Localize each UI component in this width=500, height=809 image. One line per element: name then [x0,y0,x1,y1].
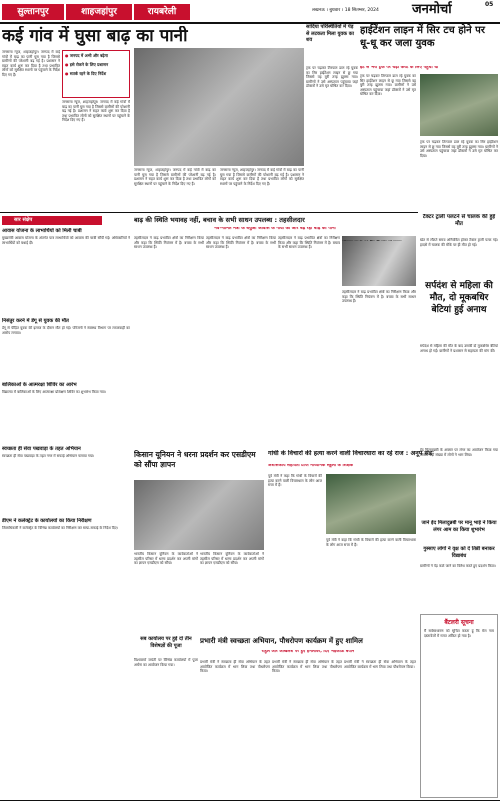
story4-col1: तहसीलदार ने बाढ़ प्रभावित क्षेत्रों का निरीक्षण किया और कहा कि स्थिति नियंत्रण में है। बचाव के सभी साधन उपलब्ध हैं। [134,236,204,250]
story11-body: ईद मिलादुन्नबी के अवसर पर लंगर का आयोजन किया गया जिसमें बड़ी संख्या में लोगों ने भाग लिया। [420,448,498,457]
section-sar-sankshep: सार संक्षेप [2,216,102,225]
brief3-headline: बालिकाओं के आत्मरक्षा शिविर का आरंभ [2,382,77,388]
masthead [0,0,500,22]
story6-body: विश्वकर्मा जयंती पर विभिन्न कार्यालयों में पूजा अर्चना का आयोजन किया गया। [134,658,198,667]
story2-headline: हाईटेंशन लाइन में सिर टच होने पर धू-धू कर जला युवक [360,25,485,49]
story1-bullet: ● इसे रोकने के लिए प्रशासन [65,62,127,68]
story12-headline: गुस्साए लोगों ने वृक्ष को दे तिन्नी बनाकर विद्याबंध [423,546,495,559]
story3-body: खेत से लौटते समय अनियंत्रित होकर टैक्टर ट्राली पलट गई। हादसे में चालक की मौके पर ही मौत हो गई। [420,238,498,247]
story5-body-cont: भारतीय किसान यूनियन के कार्यकर्ताओं ने तहसील परिसर में धरना प्रदर्शन कर अपनी मांगों का ज्ञापन एसडीएम को सौंपा। [200,552,264,566]
bottom-rule [0,800,500,801]
story2-kicker: सादिया परिस्थितियों में पेड़ से लटकता मिला युवक का शव [306,24,354,43]
story3-headline: टैक्टर ट्राली पलटने से चालक की हुई मौत [422,214,496,227]
brief4-body: स्वच्छता ही सेवा पखवाड़ा के तहत नगर में सफाई अभियान चलाया गया। [2,454,95,458]
story7-subhead: राहुल और अखिलेश पर हुए हमलावर, दिए भड़काऊ बयान [261,650,355,654]
story1-body-cont: जनसत्ता न्यूज, शाहजहांपुर। जनपद में कई गांवों में बाढ़ का पानी घुस गया है जिससे ग्रामीणों की परेशानी बढ़ गई है। प्रशासन ने राहत कार्य शुरू कर दिया है तथा प्रभावित लोगों को सुरक्षित स्थानों पर पहुंचाने के निर्देश दिए गए हैं। [62,100,130,123]
story1-bullet: ● जनपद में अभी और बढ़ेगा [65,53,127,59]
protest-photo [134,480,264,550]
brand-logo: जनमोर्चा [412,2,452,17]
notice-ad-body: मैं सर्वसाधारण को सूचित करता हूं कि मेरा नाम दस्तावेजों में गलत अंकित हो गया है। [424,629,494,638]
story8-col1: पूर्व मंत्री ने कहा कि गांधी के विचारों की हत्या करने वाली विचारधारा के लोग आज सत्ता में हैं। [268,474,322,488]
story9-headline-main [342,240,416,241]
story2-col2: ट्रक पर चढ़कर तिरपाल डाल रहे युवक का सिर हाईटेंशन लाइन से छू गया जिससे वह बुरी तरह झुलस गया। ग्रामीणों ने उसे अस्पताल पहुंचाया जहां डॉक्टरों ने उसे मृत घोषित कर दिया। [360,74,416,97]
story7-headline: प्रभारी मंत्री स्वच्छता अभियान, पौधरोपण कार्यक्रम में हुए शामिल [200,637,363,645]
notice-ad-title: बैंटलरी सूचना [444,619,474,626]
story6-headline: सब कार्यालय पर हुई दो तीन विशेषज्ञों की पूजा [140,636,192,649]
story4-col2: तहसीलदार ने बाढ़ प्रभावित क्षेत्रों का निरीक्षण किया और कहा कि स्थिति नियंत्रण में है। बचाव के सभी साधन उपलब्ध हैं। [206,236,276,250]
story1-body: जनसत्ता न्यूज, शाहजहांपुर। जनपद में कई गांवों में बाढ़ का पानी घुस गया है जिससे ग्रामीणों की परेशानी बढ़ गई है। प्रशासन ने राहत कार्य शुरू कर दिया है तथा प्रभावित लोगों को सुरक्षित स्थानों पर पहुंचाने के निर्देश दिए गए हैं। [2,50,60,77]
story2-subhead: ईंट से भरी ट्रक पर चढ़ा करंट के लिए पहुंचा था [360,66,439,70]
story5-headline: किसान यूनियन ने धरना प्रदर्शन कर एसडीएम को सौंपा ज्ञापन [134,450,256,469]
story4-col3: तहसीलदार ने बाढ़ प्रभावित क्षेत्रों का निरीक्षण किया और कहा कि स्थिति नियंत्रण में है। बचाव के सभी साधन उपलब्ध हैं। [278,236,340,250]
story8-col2: पूर्व मंत्री ने कहा कि गांधी के विचारों की हत्या करने वाली विचारधारा के लोग आज सत्ता में हैं। [326,538,416,547]
story5-body: भारतीय किसान यूनियन के कार्यकर्ताओं ने तहसील परिसर में धरना प्रदर्शन कर अपनी मांगों का ज्ञापन एसडीएम को सौंपा। [134,552,198,566]
story10-headline: सर्पदंश से महिला की मौत, दो मूकबधिर बेटियां हुई अनाथ [425,281,493,315]
tab-shahjahanpur[interactable]: शाहजहांपुर [66,4,132,20]
story12-body: ग्रामीणों ने पेड़ काटे जाने का विरोध करते हुए प्रदर्शन किया। [420,564,496,568]
story4-subhead: नव-नामित मंत्री के बंधुआ आवास के गांवों की ओर बढ़ रहा बाढ़ का पानी [214,227,336,231]
victim-photo [420,74,498,136]
story1-bullets [62,50,130,98]
story2-col3: ट्रक पर चढ़कर तिरपाल डाल रहे युवक का सिर हाईटेंशन लाइन से छू गया जिससे वह बुरी तरह झुलस गया। ग्रामीणों ने उसे अस्पताल पहुंचाया जहां डॉक्टरों ने उसे मृत घोषित कर दिया। [420,140,498,158]
story1-col3: जनसत्ता न्यूज, शाहजहांपुर। जनपद में कई गांवों में बाढ़ का पानी घुस गया है जिससे ग्रामीणों की परेशानी बढ़ गई है। प्रशासन ने राहत कार्य शुरू कर दिया है तथा प्रभावित लोगों को सुरक्षित स्थानों पर पहुंचाने के निर्देश दिए गए हैं। [134,168,216,186]
notice-ad-box [420,614,498,798]
story1-headline: कई गांव में घुसा बाढ़ का पानी [2,26,188,46]
story4-kicker: बाढ़ की स्थिति भयावह नहीं, बचाव के सभी साधन उपलब्ध : तहसीलदार [134,216,305,224]
brief2-headline: निसंतुर करने में डेंगू से युवक की मौत [2,318,69,324]
story7-col3: प्रभारी मंत्री ने स्वच्छता ही सेवा अभियान के तहत आयोजित कार्यक्रम में भाग लिया तथा पौधरोपण किया। [344,660,416,669]
dateline: लखनऊ । बुधवार । 18 सितम्बर, 2024 [312,8,379,13]
story7-col2: प्रभारी मंत्री ने स्वच्छता ही सेवा अभियान के तहत आयोजित कार्यक्रम में भाग लिया तथा पौधरोपण किया। [272,660,342,674]
tehsildar-photo [342,236,416,286]
story1-col4: जनसत्ता न्यूज, शाहजहांपुर। जनपद में कई गांवों में बाढ़ का पानी घुस गया है जिससे ग्रामीणों की परेशानी बढ़ गई है। प्रशासन ने राहत कार्य शुरू कर दिया है तथा प्रभावित लोगों को सुरक्षित स्थानों पर पहुंचाने के निर्देश दिए गए हैं। [220,168,304,186]
row-rule [0,212,418,213]
teachers-photo [326,474,416,534]
tab-sultanpur[interactable]: सुल्तानपुर [2,4,64,20]
story8-subhead: अशासकीय सहायता प्राप्त माध्यमिक स्कूलों के शिक्षक [268,464,354,468]
brief5-headline: डीएम ने कलेक्ट्रेट के कार्यालयों का किया निरीक्षण [2,518,92,524]
story10-body: सर्पदंश से महिला की मौत के बाद उसकी दो मूकबधिर बेटियां अनाथ हो गईं। ग्रामीणों ने प्रशासन से सहायता की मांग की। [420,344,498,353]
story2-col1: ट्रक पर चढ़कर तिरपाल डाल रहे युवक का सिर हाईटेंशन लाइन से छू गया जिससे वह बुरी तरह झुलस गया। ग्रामीणों ने उसे अस्पताल पहुंचाया जहां डॉक्टरों ने उसे मृत घोषित कर दिया। [306,66,358,89]
story8-headline: गांधी के विचारों की हत्या करने वाली विचारधारा का रहे राज : अनूप संड [268,450,433,457]
tab-raebareli[interactable]: रायबरेली [134,4,190,20]
flood-photo [134,48,304,166]
brief1-body: मुख्यमंत्री आवास योजना के अंतर्गत पात्र लाभार्थियों को आवास की चाबी सौंपी गई। अधिकारियों ने लाभार्थियों को बधाई दी। [2,236,130,245]
story1-bullet: ● सतर्क रहने के दिए निर्देश [65,71,127,77]
brief4-headline: स्वच्छता ही सेवा पखवाड़ा के तहत अभियान [2,446,81,452]
brief5-body: जिलाधिकारी ने कलेक्ट्रेट के विभिन्न कार्यालयों का निरीक्षण कर साफ-सफाई के निर्देश दिए। [2,526,118,530]
brief2-body: डेंगू से पीड़ित युवक की इलाज के दौरान मौत हो गई। परिजनों ने स्वास्थ्य विभाग पर लापरवाही का आरोप लगाया। [2,326,130,335]
page-number: 05 [485,1,494,8]
story4-col4: तहसीलदार ने बाढ़ प्रभावित क्षेत्रों का निरीक्षण किया और कहा कि स्थिति नियंत्रण में है। बचाव के सभी साधन उपलब्ध हैं। [342,290,416,304]
brief1-headline: आवास योजना के लाभार्थियों को मिली चाबी [2,228,82,234]
brief3-body: विद्यालय में बालिकाओं के लिए आत्मरक्षा प्रशिक्षण शिविर का शुभारंभ किया गया। [2,390,107,394]
story11-headline: जाने ईद मिलादुन्नबी पर मानू भाई ने किया लंगर आम का किया शुभारंभ [421,520,497,533]
story7-col1: प्रभारी मंत्री ने स्वच्छता ही सेवा अभियान के तहत आयोजित कार्यक्रम में भाग लिया तथा पौधरोपण किया। [200,660,270,674]
